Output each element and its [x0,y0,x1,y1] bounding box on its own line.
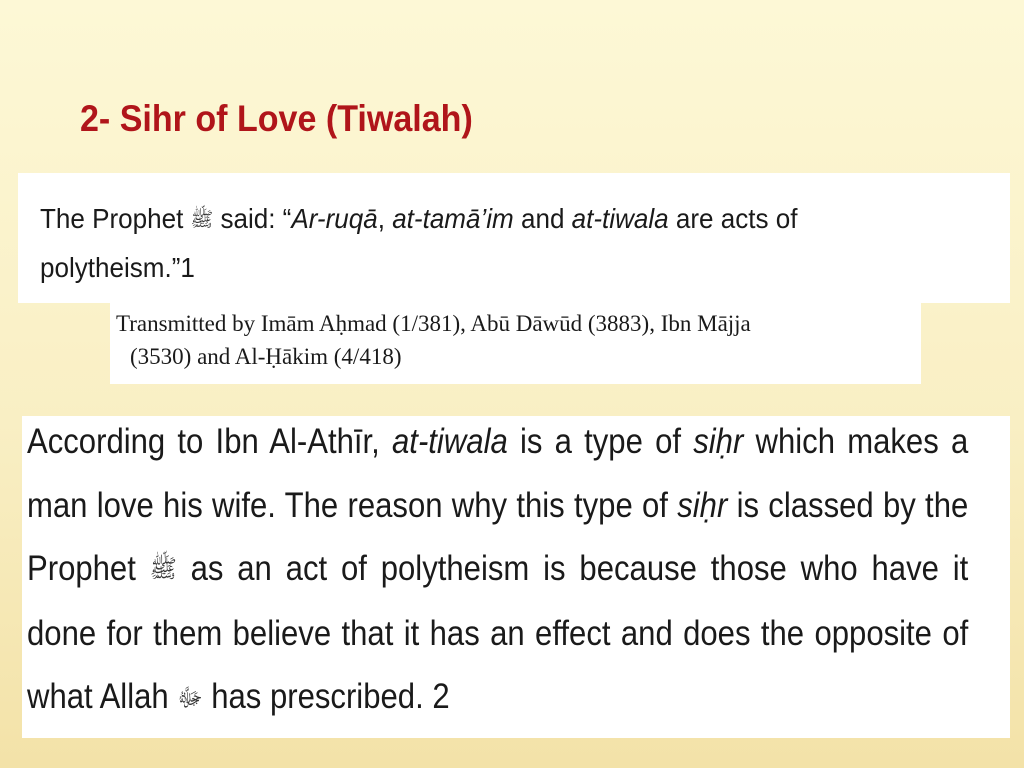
slide-title: 2- Sihr of Love (Tiwalah) [80,98,473,139]
term-sihr: siḥr [693,422,744,461]
explanation-line [27,474,968,538]
explanation-box [22,416,1010,738]
explanation-line [27,665,968,730]
source-citation [116,307,916,373]
text-segment: is classed by the [727,485,969,525]
term-at-tamaim: at-tamā’im [392,203,514,234]
explanation-line [27,410,968,474]
explanation-text [27,410,968,730]
term-ar-ruqa: Ar-ruqā [291,203,378,234]
explanation-line [27,537,968,602]
text-segment: man love his wife. The reason why this type of [27,485,678,525]
text-segment: is a type of [507,422,694,461]
quote-and: and [513,203,572,234]
citation-line-1: Transmitted by Imām Aḥmad (1/381), Abū Dāwūd (3883), Ibn Mājja [116,311,751,336]
term-at-tiwala: at-tiwala [392,422,508,461]
explanation-line [27,602,968,666]
text-segment: what Allah [27,677,178,717]
text-segment: According to Ibn Al-Athīr, [27,422,393,461]
text-segment: which makes a [743,422,969,461]
swt-calligraphy-icon: ﷻ [177,683,203,712]
term-at-tiwala: at-tiwala [571,203,669,234]
text-segment: has prescribed. 2 [202,677,450,717]
citation-line-2: (3530) and Al-Ḥākim (4/418) [130,344,402,369]
saw-calligraphy-icon: ﷺ [149,555,177,584]
saw-calligraphy-icon: ﷺ [190,208,214,231]
text-segment: as an act of polytheism is because those who have it [176,549,969,588]
term-sihr: siḥr [677,485,728,525]
quote-intro: The Prophet [40,203,184,234]
hadith-quote-box [18,173,1010,303]
quote-rest: are acts of polytheism.”1 [40,203,798,283]
quote-said: said: “ [213,203,292,234]
text-segment: Prophet [27,549,150,588]
hadith-quote [40,195,914,292]
quote-comma: , [377,203,393,234]
text-segment: done for them believe that it has an effect and does the opposite of [27,613,969,653]
source-citation-box [110,303,921,384]
